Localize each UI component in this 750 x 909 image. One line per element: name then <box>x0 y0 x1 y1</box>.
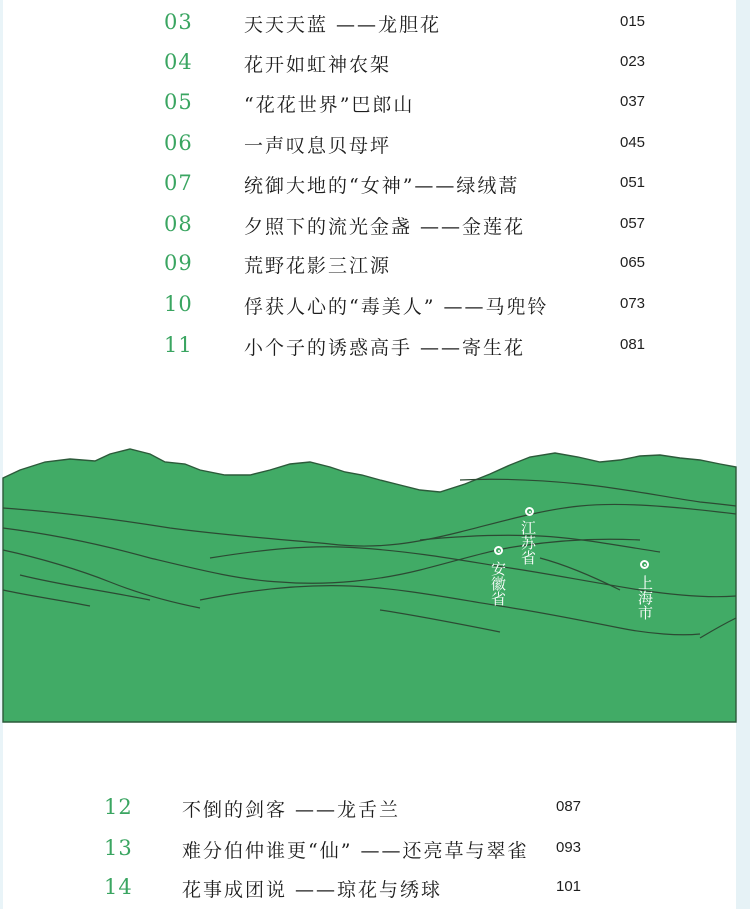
page-number: 051 <box>620 174 646 191</box>
chapter-number: 04 <box>164 50 193 74</box>
chapter-title: 夕照下的流光金盏 ——金莲花 <box>244 216 526 238</box>
chapter-number: 08 <box>164 212 193 236</box>
page-number: 037 <box>620 93 646 110</box>
chapter-title: “花花世界”巴郎山 <box>244 94 415 116</box>
page-number: 093 <box>556 839 582 856</box>
page-number: 101 <box>556 878 582 895</box>
page-number: 081 <box>620 336 646 353</box>
toc-row[interactable] <box>0 832 750 868</box>
shanghai-label: 上海市 <box>636 575 654 620</box>
toc-row[interactable] <box>0 167 750 203</box>
chapter-title: 不倒的剑客 ——龙舌兰 <box>182 799 401 821</box>
chapter-title: 俘获人心的“毒美人” ——马兜铃 <box>244 296 549 318</box>
chapter-number: 10 <box>164 292 193 316</box>
shanghai-marker <box>640 560 649 569</box>
jiangsu-marker <box>525 507 534 516</box>
chapter-number: 11 <box>164 333 193 357</box>
chapter-number: 12 <box>104 795 133 819</box>
toc-row[interactable] <box>0 6 750 42</box>
chapter-number: 07 <box>164 171 193 195</box>
chapter-title: 花开如虹神农架 <box>244 54 392 76</box>
toc-row[interactable] <box>0 46 750 82</box>
toc-row[interactable] <box>0 127 750 163</box>
toc-row[interactable] <box>0 329 750 365</box>
anhui-marker <box>494 546 503 555</box>
chapter-number: 06 <box>164 131 193 155</box>
chapter-title: 难分伯仲谁更“仙” ——还亮草与翠雀 <box>182 840 529 862</box>
map-illustration <box>0 440 750 730</box>
page-number: 015 <box>620 13 646 30</box>
jiangsu-label: 江苏省 <box>519 520 537 565</box>
toc-row[interactable] <box>0 288 750 324</box>
toc-row[interactable] <box>0 86 750 122</box>
chapter-title: 统御大地的“女神”——绿绒蒿 <box>244 175 520 197</box>
chapter-number: 13 <box>104 836 133 860</box>
toc-row[interactable] <box>0 208 750 244</box>
chapter-title: 天天天蓝 ——龙胆花 <box>244 14 442 36</box>
page-number: 065 <box>620 254 646 271</box>
page-number: 057 <box>620 215 646 232</box>
page-number: 045 <box>620 134 646 151</box>
chapter-title: 小个子的诱惑高手 ——寄生花 <box>244 337 526 359</box>
anhui-label: 安徽省 <box>489 561 507 606</box>
toc-row[interactable] <box>0 871 750 907</box>
page-number: 087 <box>556 798 582 815</box>
chapter-title: 荒野花影三江源 <box>244 255 392 277</box>
chapter-title: 一声叹息贝母坪 <box>244 135 392 157</box>
chapter-number: 05 <box>164 90 193 114</box>
chapter-number: 14 <box>104 875 133 899</box>
chapter-number: 09 <box>164 251 193 275</box>
chapter-title: 花事成团说 ——琼花与绣球 <box>182 879 443 901</box>
toc-row[interactable] <box>0 247 750 283</box>
chapter-number: 03 <box>164 10 193 34</box>
toc-row[interactable] <box>0 791 750 827</box>
page-number: 073 <box>620 295 646 312</box>
page-number: 023 <box>620 53 646 70</box>
